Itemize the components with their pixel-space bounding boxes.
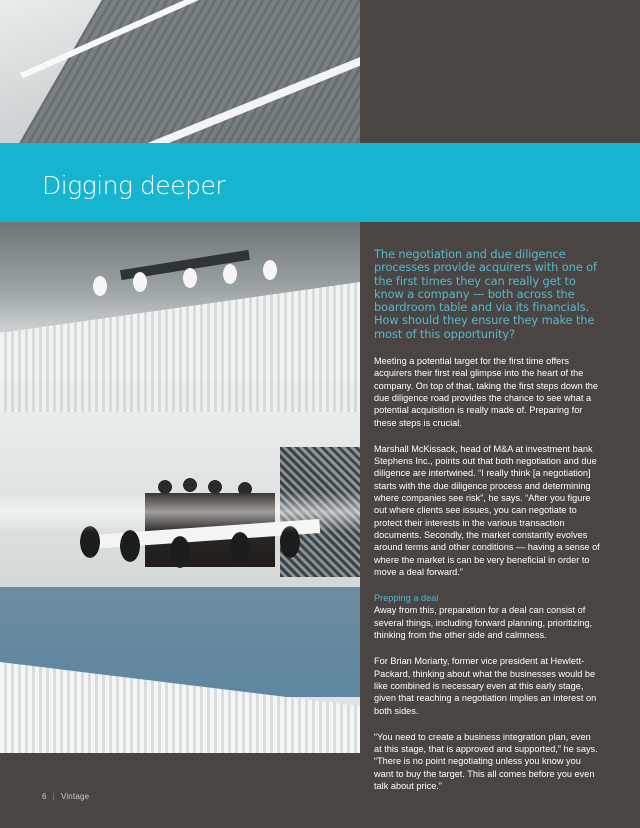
article-paragraph: For Brian Moriarty, former vice president at Hewlett-Packard, thinking about what the businesses would be like combined is necessary even at this early stage, given that reaching a negotiation implies an interest on both sides. [374,656,597,716]
article-paragraph: “You need to create a business integration plan, even at this stage, that is approved and supported,” he says. “There is no point negotiating unless you know you want to buy the target. This all comes before you even talk about price.” [374,731,598,791]
publication-name: Vintage [60,792,90,801]
glass-ceiling [15,0,360,143]
facade-band [0,382,360,412]
meeting-room-photo [0,222,360,753]
title-band [0,143,640,222]
atrium-photo [0,0,360,143]
frosted-glass-strip [0,492,360,532]
article-paragraph: Away from this, preparation for a deal can consist of several things, including forward planning, prioritizing, thinking from the other side and calmness. [374,605,593,641]
article-intro: The negotiation and due diligence processes provide acquirers with one of the first times they can really get to know a company — both across the boardroom table and via its financials. How should they ensure they make the most of this opportunity? [374,247,597,341]
article-paragraph: Marshall McKissack, head of M&A at investment bank Stephens Inc., points out that both negotiation and due diligence are intertwined. “I really think [a negotiation] starts with the due diligence process and determining where companies see risk”, he says. “After you figure out where clients see issues, you can negotiate to protect their interests in the various transaction documents. Secondly, the market constantly evolves around terms and other conditions — having a sense of where the market is can be very beneficial in order to move a deal forward.” [374,443,600,577]
article-column [374,248,600,792]
page-number: 6 [42,792,47,801]
meeting-room [0,397,360,697]
page-title: Digging deeper [42,171,226,200]
article-paragraph: Meeting a potential target for the first time offers acquirers their first real glimpse into the heart of the company. On top of that, taking the first steps down the due diligence road provides the chance to see what a potential acquisition is really made of. Preparing for these steps is crucial. [374,356,599,428]
footer-separator: | [52,792,55,801]
section-subheading: Prepping a deal [374,593,439,604]
page-footer [42,792,89,801]
